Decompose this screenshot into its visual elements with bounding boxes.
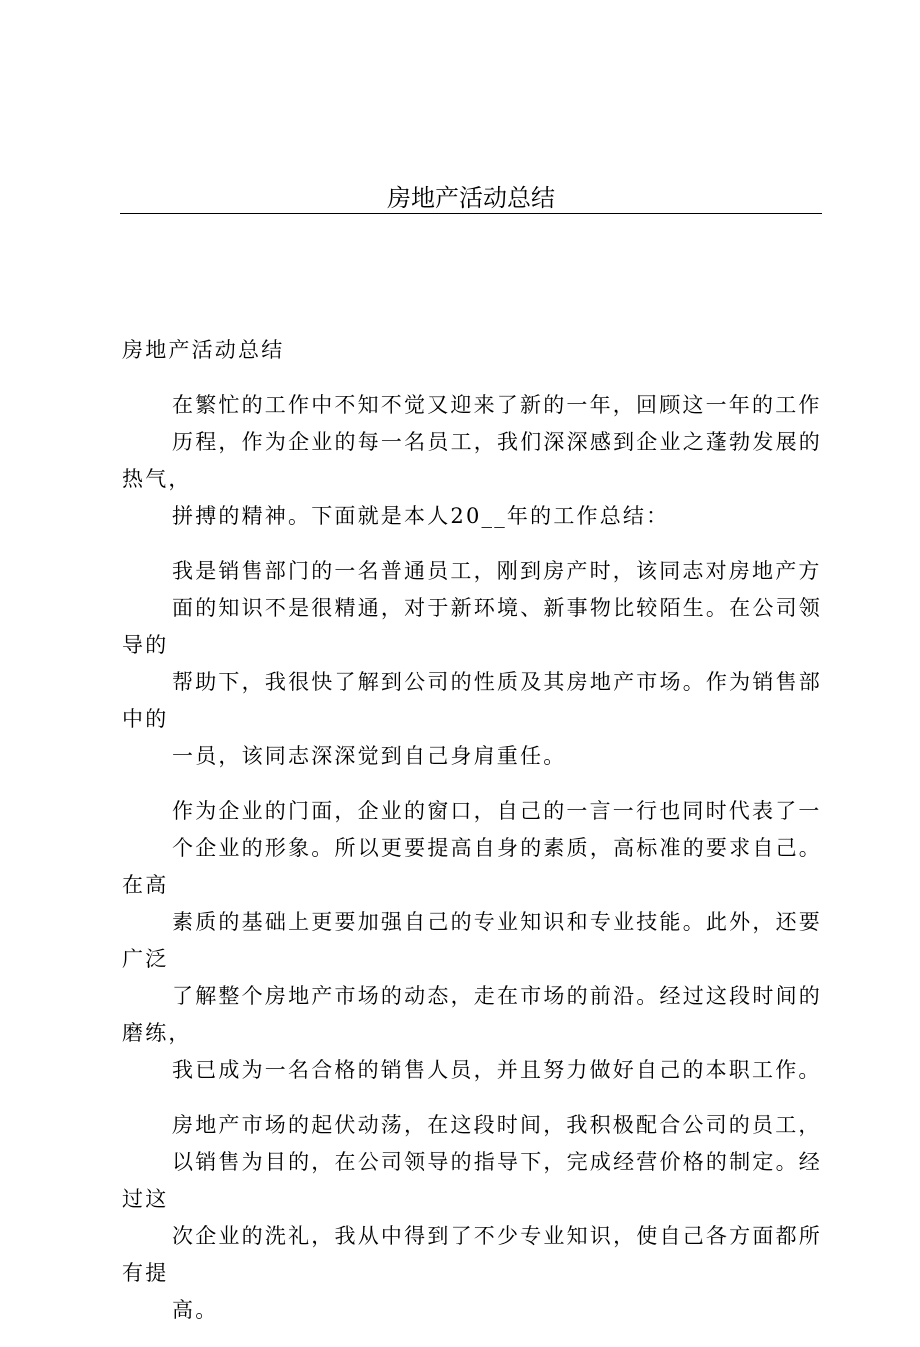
document-body: [122, 332, 822, 1347]
paragraph-line: 次企业的洗礼，我从中得到了不少专业知识，使自己各方面都所有提: [122, 1224, 822, 1285]
paragraph-line: 在繁忙的工作中不知不觉又迎来了新的一年，回顾这一年的工作: [172, 393, 822, 417]
paragraph-line: 素质的基础上更要加强自己的专业知识和专业技能。此外，还要广泛: [122, 910, 822, 971]
paragraph-line: 我已成为一名合格的销售人员，并且努力做好自己的本职工作。: [172, 1058, 822, 1082]
paragraph-line: 作为企业的门面，企业的窗口，自己的一言一行也同时代表了一: [172, 799, 822, 823]
paragraph-1: [122, 387, 822, 535]
paragraph-line: 帮助下，我很快了解到公司的性质及其房地产市场。作为销售部中的: [122, 670, 822, 731]
paragraph-3: [122, 793, 822, 1089]
title-underline: [120, 213, 822, 214]
paragraph-2: [122, 553, 822, 775]
paragraph-line: 一员，该同志深深觉到自己身肩重任。: [172, 744, 567, 768]
paragraph-4: [122, 1107, 822, 1329]
paragraph-line: 了解整个房地产市场的动态，走在市场的前沿。经过这段时间的磨练，: [122, 984, 822, 1045]
paragraph-line: 高。: [172, 1298, 219, 1322]
paragraph-line: 拼搏的精神。下面就是本人20__年的工作总结：: [172, 504, 670, 528]
paragraph-line: 个企业的形象。所以更要提高自身的素质，高标准的要求自己。在高: [122, 836, 822, 897]
paragraph-line: 房地产市场的起伏动荡，在这段时间，我积极配合公司的员工，: [172, 1113, 822, 1137]
paragraph-line: 历程，作为企业的每一名员工，我们深深感到企业之蓬勃发展的热气，: [122, 430, 822, 491]
paragraph-line: 面的知识不是很精通，对于新环境、新事物比较陌生。在公司领导的: [122, 596, 822, 657]
paragraph-line: 以销售为目的，在公司领导的指导下，完成经营价格的制定。经过这: [122, 1150, 822, 1211]
page-title: 房地产活动总结: [387, 184, 555, 212]
paragraph-line: 我是销售部门的一名普通员工，刚到房产时，该同志对房地产方: [172, 559, 822, 583]
section-heading: 房地产活动总结: [122, 338, 285, 362]
